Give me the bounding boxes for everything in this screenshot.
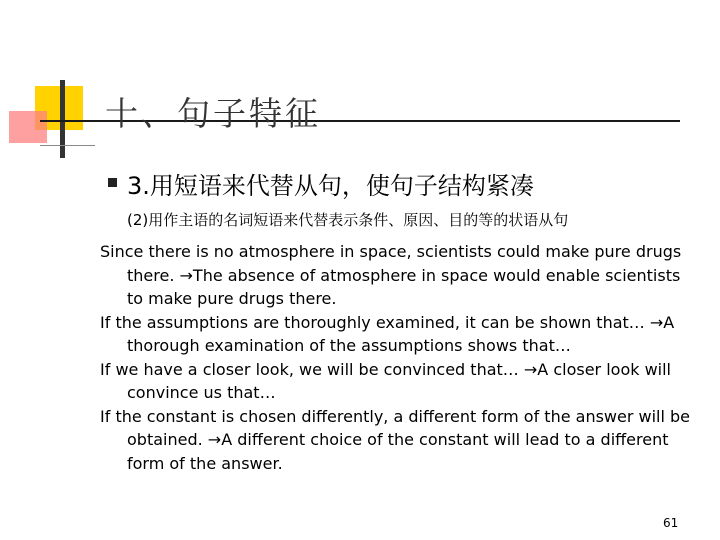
decoration-short-line: [40, 145, 95, 146]
arrow-icon: →: [523, 359, 538, 379]
example-phrase: A thorough examination of the assumptions shows that…: [127, 312, 675, 355]
example-item: [100, 405, 690, 476]
example-clause: If the assumptions are thoroughly examined, it can be shown that…: [100, 312, 645, 332]
decoration-vertical-line: [60, 80, 65, 158]
slide-title: 十、句子特征: [105, 94, 321, 133]
arrow-icon: →: [179, 265, 193, 285]
slide-subtitle: 3.用短语来代替从句，使句子结构紧凑: [127, 172, 534, 200]
arrow-icon: →: [207, 430, 222, 449]
example-item: [100, 240, 690, 311]
decoration-red-square: [9, 111, 47, 143]
example-clause: If we have a closer look, we will be convinced that…: [100, 359, 519, 379]
arrow-icon: →: [649, 312, 664, 332]
example-phrase: A closer look will convince us that…: [127, 359, 671, 402]
example-list: [100, 240, 690, 475]
example-phrase: The absence of atmosphere in space would enable scientists to make pure drugs there.: [127, 265, 681, 308]
bullet-square-icon: [108, 178, 117, 187]
slide-note: (2)用作主语的名词短语来代替表示条件、原因、目的等的状语从句: [127, 211, 569, 229]
example-phrase: A different choice of the constant will lead to a different form of the answer.: [127, 430, 669, 473]
page-number: 61: [663, 516, 679, 530]
example-item: [100, 311, 690, 358]
example-clause: If the constant is chosen differently, a different form of the answer will be obtained.: [100, 406, 691, 449]
example-item: [100, 358, 690, 405]
example-clause: Since there is no atmosphere in space, scientists could make pure drugs there.: [100, 242, 682, 285]
